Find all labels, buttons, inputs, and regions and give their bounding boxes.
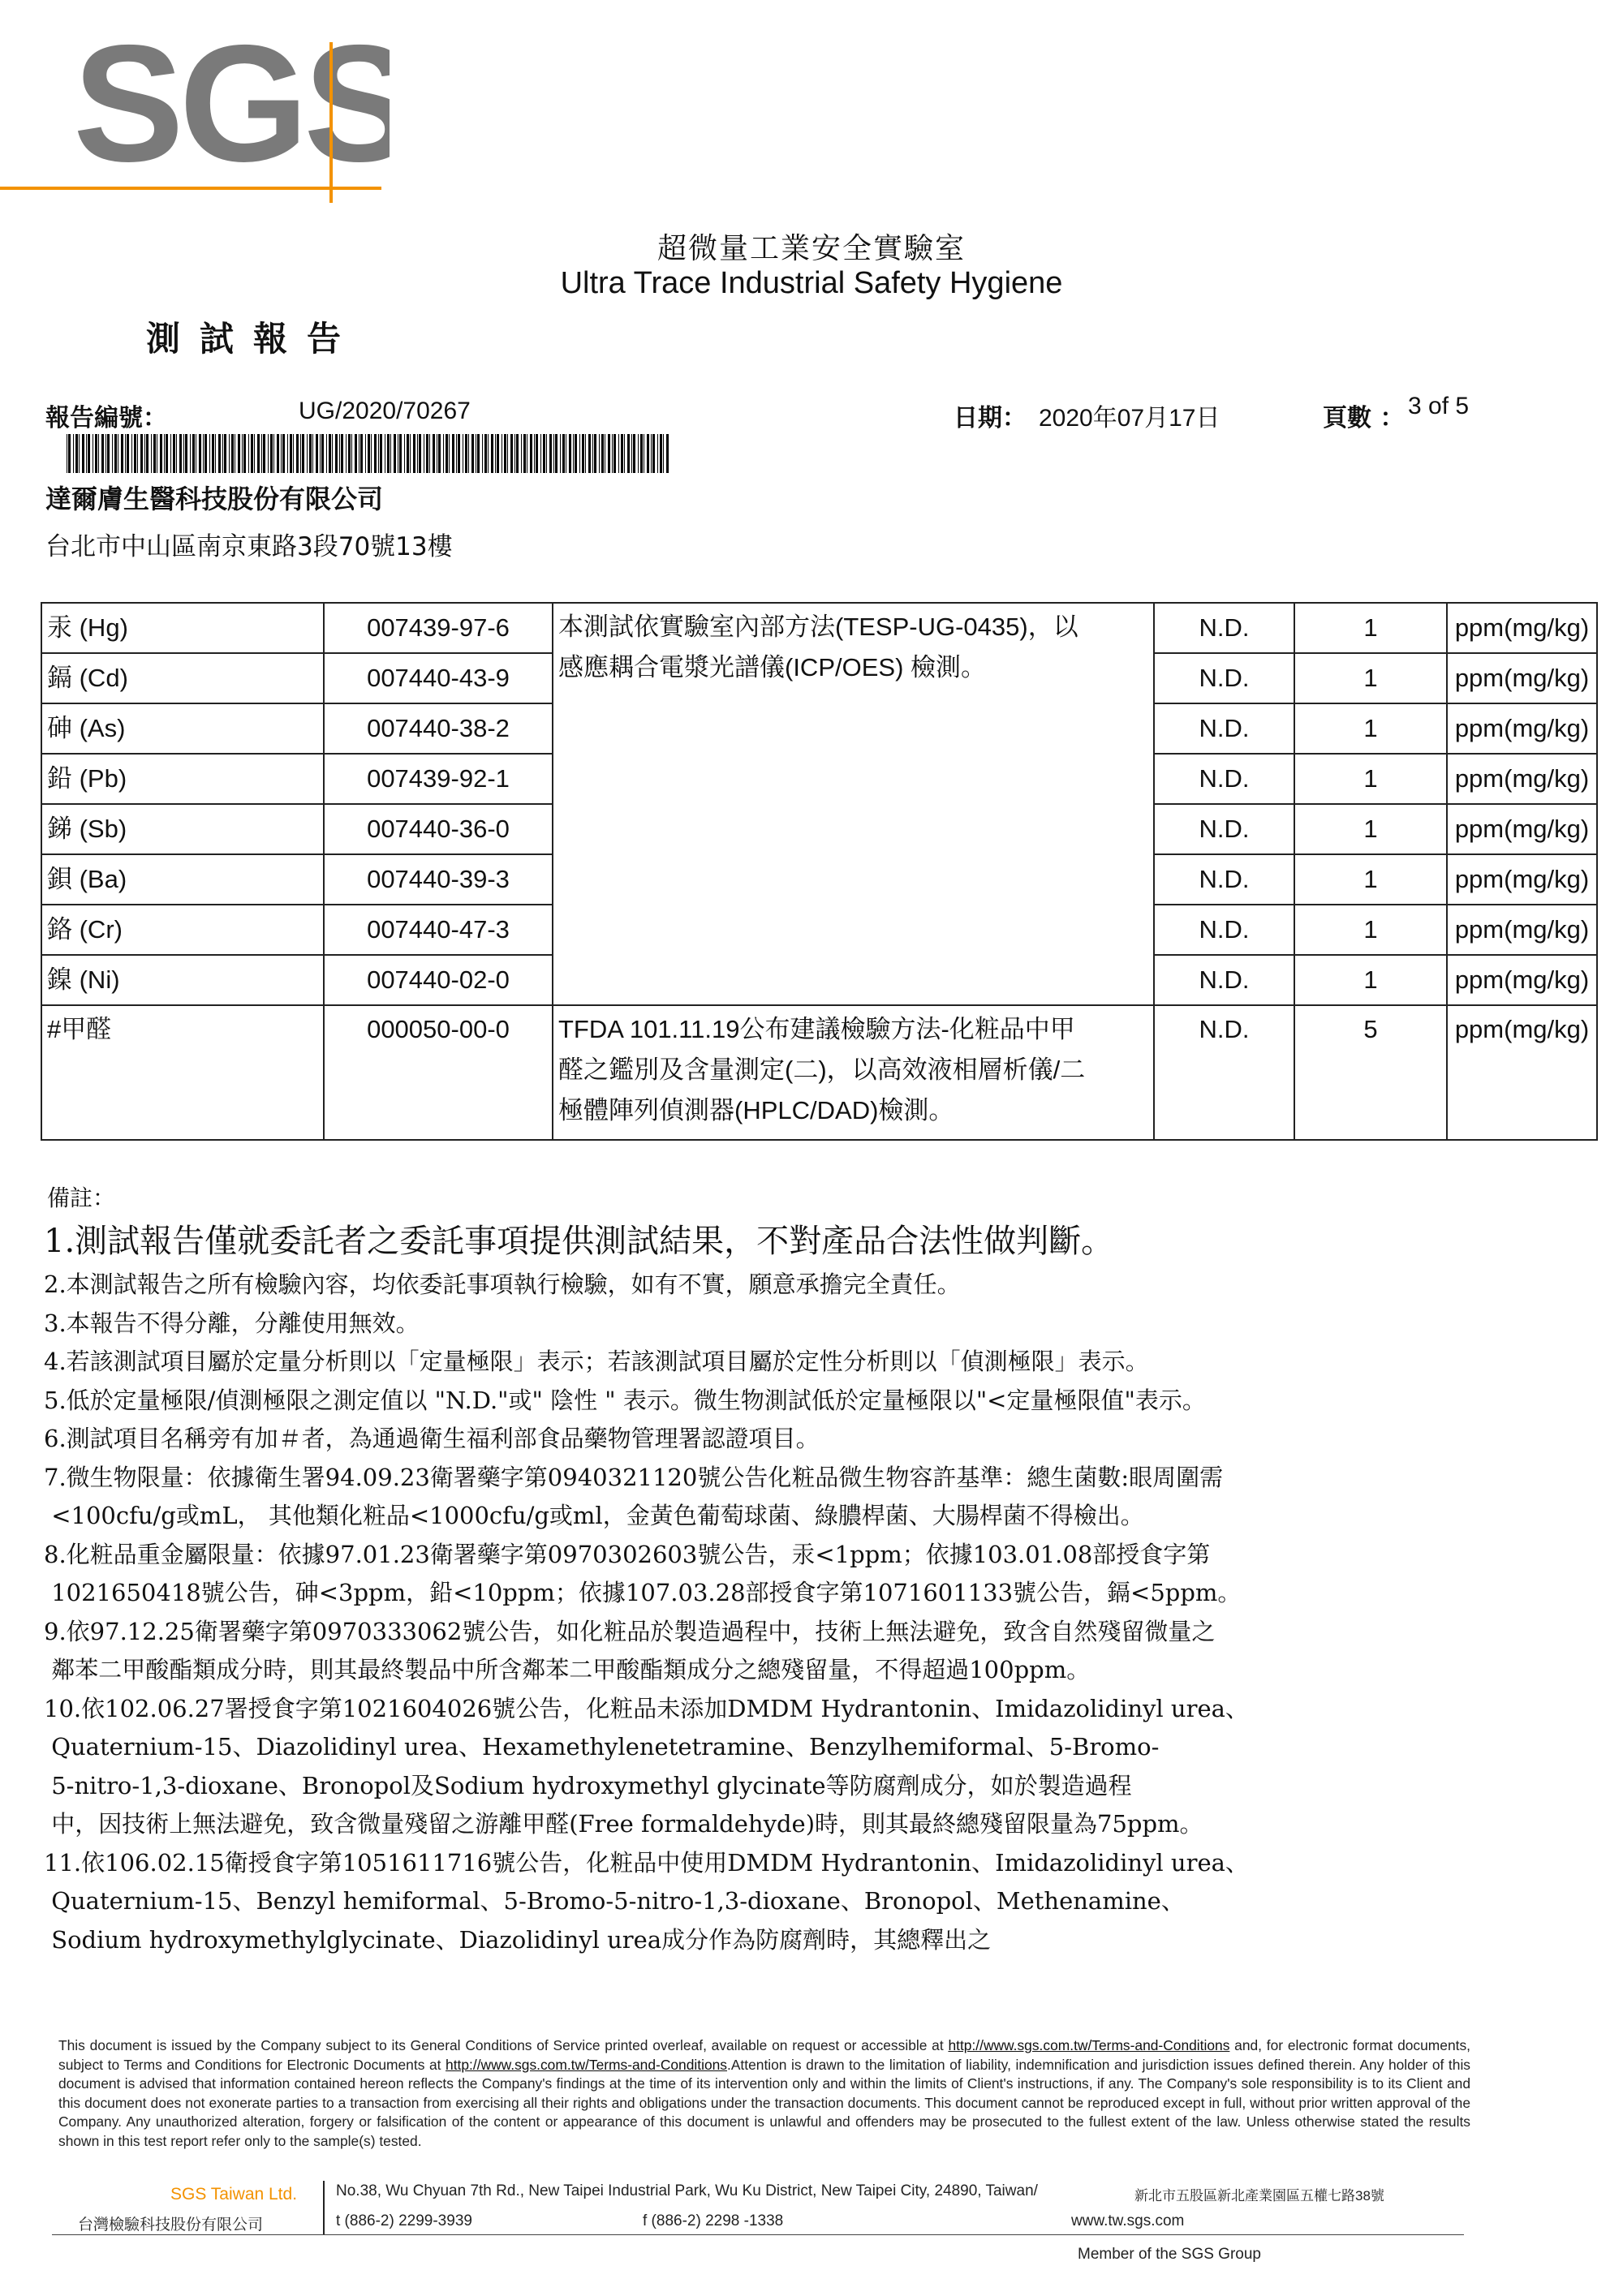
- barcode-bar: [134, 434, 136, 473]
- barcode-bar: [164, 434, 165, 473]
- barcode-bar: [270, 434, 273, 473]
- barcode-bar: [380, 434, 382, 473]
- barcode-bar: [107, 434, 110, 473]
- barcode-bar: [268, 434, 269, 473]
- barcode-bar: [73, 434, 74, 473]
- unit-value: ppm(mg/kg): [1447, 1005, 1597, 1140]
- barcode-bar: [426, 434, 428, 473]
- barcode-bar: [296, 434, 299, 473]
- barcode-bar: [339, 434, 340, 473]
- barcode-bar: [329, 434, 331, 473]
- barcode-bar: [254, 434, 255, 473]
- barcode-bar: [371, 434, 372, 473]
- footer-tel: t (886-2) 2299-3939: [336, 2212, 472, 2229]
- barcode-bar: [348, 434, 351, 473]
- cas-number: 000050-00-0: [324, 1005, 553, 1140]
- result-value: N.D.: [1154, 703, 1294, 754]
- barcode-bar: [176, 434, 177, 473]
- barcode-bar: [125, 434, 126, 473]
- barcode-bar: [307, 434, 308, 473]
- barcode-bar: [504, 434, 506, 473]
- barcode-bar: [523, 434, 526, 473]
- barcode-bar: [555, 434, 558, 473]
- barcode-bar: [151, 434, 152, 473]
- footer-website[interactable]: www.tw.sgs.com: [1071, 2212, 1185, 2229]
- barcode-bar: [112, 434, 113, 473]
- barcode-bar: [131, 434, 132, 473]
- barcode-bar: [540, 434, 541, 473]
- barcode-bar: [569, 434, 571, 473]
- barcode-bar: [429, 434, 430, 473]
- barcode-bar: [601, 434, 604, 473]
- page-label: 頁數 ：: [1323, 404, 1405, 432]
- table-row: [41, 1005, 1597, 1140]
- barcode-bar: [88, 434, 90, 473]
- results-table: [41, 602, 1598, 1141]
- barcode-bar: [293, 434, 294, 473]
- barcode-bar: [585, 434, 586, 473]
- result-value: N.D.: [1154, 905, 1294, 955]
- mdl-value: 1: [1294, 955, 1447, 1005]
- note-line: 5-nitro-1,3-dioxane、Bronopol及Sodium hydroxymethyl glycinate等防腐劑成分，如於製造過程: [44, 1771, 1132, 1799]
- barcode-bar: [588, 434, 591, 473]
- barcode-bar: [302, 434, 304, 473]
- barcode-bar: [612, 434, 613, 473]
- barcode-bar: [365, 434, 366, 473]
- barcode-bar: [560, 434, 561, 473]
- cas-number: 007440-43-9: [324, 653, 553, 703]
- report-title: 測試報告: [146, 319, 361, 359]
- barcode-bar: [627, 434, 630, 473]
- barcode-bar: [242, 434, 243, 473]
- barcode-bar: [471, 434, 474, 473]
- barcode-bar: [399, 434, 402, 473]
- barcode-bar: [251, 434, 253, 473]
- method-line: 極體陣列偵測器(HPLC/DAD)檢測。: [558, 1096, 954, 1124]
- barcode-bar: [477, 434, 480, 473]
- barcode-bar: [594, 434, 596, 473]
- barcode-bar: [651, 434, 652, 473]
- barcode-bar: [546, 434, 547, 473]
- barcode-bar: [316, 434, 318, 473]
- barcode-bar: [543, 434, 545, 473]
- barcode-bar: [495, 434, 496, 473]
- barcode-bar: [192, 434, 195, 473]
- barcode-bar: [153, 434, 156, 473]
- barcode-bar: [484, 434, 487, 473]
- barcode-bar: [638, 434, 639, 473]
- mdl-value: 1: [1294, 653, 1447, 703]
- barcode-bar: [491, 434, 493, 473]
- result-value: N.D.: [1154, 854, 1294, 905]
- barcode-bar: [360, 434, 363, 473]
- note-line: 7.微生物限量：依據衛生署94.09.23衛署藥字第0940321120號公告化粧品微生物容許基準：總生菌數:眼周圍需: [44, 1463, 1224, 1491]
- test-item: 汞 (Hg): [41, 603, 324, 653]
- barcode-bar: [647, 434, 649, 473]
- barcode-bar: [631, 434, 632, 473]
- barcode-bar: [75, 434, 78, 473]
- barcode-bar: [224, 434, 226, 473]
- note-line: 5.低於定量極限/偵測極限之測定值以 "N.D."或" 陰性 " 表示。微生物測試低於定量極限以"<定量極限值"表示。: [44, 1386, 1206, 1414]
- cas-number: 007440-02-0: [324, 955, 553, 1005]
- unit-value: ppm(mg/kg): [1447, 703, 1597, 754]
- barcode-bar: [231, 434, 234, 473]
- barcode-bar: [263, 434, 265, 473]
- footer-divider: [323, 2181, 325, 2234]
- barcode-bar: [332, 434, 333, 473]
- mdl-value: 1: [1294, 754, 1447, 804]
- barcode-bar: [507, 434, 508, 473]
- barcode-bar: [608, 434, 610, 473]
- barcode-bar: [173, 434, 175, 473]
- test-item: 鋇 (Ba): [41, 854, 324, 905]
- barcode: [67, 434, 671, 473]
- barcode-bar: [144, 434, 145, 473]
- unit-value: ppm(mg/kg): [1447, 653, 1597, 703]
- barcode-bar: [516, 434, 519, 473]
- result-value: N.D.: [1154, 955, 1294, 1005]
- barcode-bar: [573, 434, 574, 473]
- barcode-bar: [160, 434, 162, 473]
- client-address: 台北市中山區南京東路3段70號13樓: [45, 532, 453, 561]
- note-line: 1021650418號公告，砷<3ppm，鉛<10ppm；依據107.03.28部授食字第1071601133號公告，鎘<5ppm。: [44, 1579, 1242, 1606]
- barcode-bar: [243, 434, 246, 473]
- footer-member: Member of the SGS Group: [1078, 2246, 1261, 2263]
- mdl-value: 1: [1294, 905, 1447, 955]
- note-line: 2.本測試報告之所有檢驗內容，均依委託事項執行檢驗，如有不實，願意承擔完全責任。: [44, 1271, 961, 1298]
- unit-value: ppm(mg/kg): [1447, 804, 1597, 854]
- barcode-bar: [326, 434, 327, 473]
- cas-number: 007439-92-1: [324, 754, 553, 804]
- unit-value: ppm(mg/kg): [1447, 905, 1597, 955]
- result-value: N.D.: [1154, 603, 1294, 653]
- barcode-bar: [410, 434, 411, 473]
- barcode-bar: [407, 434, 409, 473]
- note-line: 1.測試報告僅就委託者之委託事項提供測試結果，不對產品合法性做判斷。: [44, 1223, 1114, 1260]
- barcode-bar: [346, 434, 347, 473]
- footer-company-en: SGS Taiwan Ltd.: [170, 2185, 298, 2204]
- barcode-bar: [335, 434, 338, 473]
- barcode-bar: [553, 434, 554, 473]
- barcode-bar: [101, 434, 104, 473]
- note-line: 3.本報告不得分離，分離使用無效。: [44, 1309, 420, 1337]
- barcode-bar: [114, 434, 117, 473]
- date-label: 日期：: [954, 404, 1027, 432]
- barcode-bar: [170, 434, 171, 473]
- barcode-bar: [166, 434, 168, 473]
- note-line: Sodium hydroxymethylglycinate、Diazolidinyl urea成分作為防腐劑時，其總釋出之: [44, 1925, 992, 1954]
- barcode-bar: [652, 434, 655, 473]
- test-item: #甲醛: [41, 1005, 324, 1140]
- unit-value: ppm(mg/kg): [1447, 754, 1597, 804]
- barcode-bar: [190, 434, 191, 473]
- notes-list: [44, 1217, 1586, 1959]
- result-value: N.D.: [1154, 653, 1294, 703]
- footer-rule: [52, 2234, 1464, 2235]
- mdl-value: 1: [1294, 703, 1447, 754]
- barcode-bar: [394, 434, 396, 473]
- unit-value: ppm(mg/kg): [1447, 955, 1597, 1005]
- barcode-bar: [660, 434, 662, 473]
- cas-number: 007439-97-6: [324, 603, 553, 653]
- notes-title: 備註：: [47, 1185, 116, 1211]
- barcode-bar: [640, 434, 643, 473]
- barcode-bar: [368, 434, 370, 473]
- barcode-bar: [68, 434, 71, 473]
- barcode-bar: [417, 434, 418, 473]
- footer-address: No.38, Wu Chyuan 7th Rd., New Taipei Industrial Park, Wu Ku District, New Taipei City, 24890, Taiwan/: [336, 2182, 1038, 2199]
- barcode-bar: [321, 434, 324, 473]
- barcode-bar: [621, 434, 623, 473]
- barcode-bar: [215, 434, 216, 473]
- barcode-bar: [82, 434, 84, 473]
- note-line: 鄰苯二甲酸酯類成分時，則其最終製品中所含鄰苯二甲酸酯類成分之總殘留量，不得超過100ppm。: [44, 1656, 1091, 1683]
- barcode-bar: [209, 434, 210, 473]
- mdl-value: 1: [1294, 854, 1447, 905]
- test-item: 鉛 (Pb): [41, 754, 324, 804]
- method-metals: [553, 603, 1154, 1005]
- barcode-bar: [624, 434, 625, 473]
- client-company: 達爾膚生醫科技股份有限公司: [45, 484, 384, 514]
- method-formaldehyde: [553, 1005, 1154, 1140]
- mdl-value: 1: [1294, 804, 1447, 854]
- barcode-bar: [387, 434, 390, 473]
- barcode-bar: [222, 434, 223, 473]
- barcode-bar: [229, 434, 230, 473]
- barcode-bar: [562, 434, 565, 473]
- note-line: Quaternium-15、Benzyl hemiformal、5-Bromo-5-nitro-1,3-dioxane、Bronopol、Methenamine、: [44, 1887, 1185, 1915]
- barcode-bar: [488, 434, 489, 473]
- barcode-bar: [79, 434, 80, 473]
- barcode-bar: [355, 434, 357, 473]
- barcode-bar: [657, 434, 658, 473]
- note-line: 6.測試項目名稱旁有加＃者，為通過衛生福利部食品藥物管理署認證項目。: [44, 1425, 820, 1452]
- barcode-bar: [378, 434, 379, 473]
- method-line: 感應耦合電漿光譜儀(ICP/OES) 檢測。: [558, 653, 987, 681]
- barcode-bar: [449, 434, 450, 473]
- footer-fax: f (886-2) 2298 -1338: [643, 2212, 784, 2229]
- footer-company-cn: 台灣檢驗科技股份有限公司: [78, 2216, 264, 2234]
- barcode-bar: [549, 434, 552, 473]
- terms-link-1[interactable]: http://www.sgs.com.tw/Terms-and-Conditions: [948, 2037, 1230, 2053]
- note-line: 9.依97.12.25衛署藥字第0970333062號公告，如化粧品於製造過程中，技術上無法避免，致含自然殘留微量之: [44, 1617, 1216, 1645]
- barcode-bar: [452, 434, 454, 473]
- barcode-bar: [579, 434, 580, 473]
- barcode-bar: [218, 434, 221, 473]
- barcode-bar: [95, 434, 97, 473]
- barcode-bar: [351, 434, 352, 473]
- barcode-bar: [510, 434, 513, 473]
- barcode-bar: [212, 434, 214, 473]
- unit-value: ppm(mg/kg): [1447, 603, 1597, 653]
- barcode-bar: [443, 434, 444, 473]
- report-number: UG/2020/70267: [299, 398, 471, 424]
- barcode-bar: [458, 434, 460, 473]
- report-date: 2020年07月17日: [1039, 405, 1220, 432]
- barcode-bar: [204, 434, 207, 473]
- barcode-bar: [613, 434, 616, 473]
- barcode-bar: [575, 434, 577, 473]
- barcode-bar: [536, 434, 538, 473]
- barcode-bar: [281, 434, 282, 473]
- note-line: Quaternium-15、Diazolidinyl urea、Hexamethylenetetramine、Benzylhemiformal、5-Bromo-: [44, 1733, 1160, 1761]
- barcode-bar: [183, 434, 184, 473]
- note-line: <100cfu/g或mL， 其他類化粧品<1000cfu/g或ml，金黃色葡萄球菌、綠膿桿菌、大腸桿菌不得檢出。: [44, 1502, 1144, 1529]
- table-row: [41, 603, 1597, 653]
- barcode-bar: [390, 434, 391, 473]
- sgs-logo: [0, 0, 390, 203]
- barcode-bar: [121, 434, 123, 473]
- method-line: 本測試依實驗室內部方法(TESP-UG-0435)，以: [558, 613, 1078, 641]
- barcode-bar: [446, 434, 448, 473]
- mdl-value: 5: [1294, 1005, 1447, 1140]
- note-line: 10.依102.06.27署授食字第1021604026號公告，化粧品未添加DMDM Hydrantonin、Imidazolidinyl urea、: [44, 1694, 1249, 1722]
- note-line: 4.若該測試項目屬於定量分析則以「定量極限」表示；若該測試項目屬於定性分析則以「偵測極限」表示。: [44, 1348, 1149, 1375]
- lab-name-en: Ultra Trace Industrial Safety Hygiene: [560, 266, 1063, 300]
- barcode-bar: [666, 434, 669, 473]
- barcode-bar: [277, 434, 279, 473]
- test-item: 鉻 (Cr): [41, 905, 324, 955]
- barcode-bar: [98, 434, 99, 473]
- barcode-bar: [599, 434, 600, 473]
- test-item: 鎘 (Cd): [41, 653, 324, 703]
- barcode-bar: [374, 434, 377, 473]
- barcode-bar: [199, 434, 201, 473]
- barcode-bar: [287, 434, 288, 473]
- barcode-bar: [530, 434, 532, 473]
- barcode-bar: [497, 434, 499, 473]
- barcode-bar: [179, 434, 182, 473]
- barcode-bar: [290, 434, 292, 473]
- mdl-value: 1: [1294, 603, 1447, 653]
- barcode-bar: [248, 434, 249, 473]
- barcode-bar: [618, 434, 619, 473]
- barcode-bar: [438, 434, 441, 473]
- barcode-bar: [273, 434, 274, 473]
- barcode-bar: [482, 434, 483, 473]
- lab-name-cn: 超微量工業安全實驗室: [657, 232, 966, 265]
- barcode-bar: [238, 434, 240, 473]
- cas-number: 007440-38-2: [324, 703, 553, 754]
- test-item: 鎳 (Ni): [41, 955, 324, 1005]
- method-line: 醛之鑑別及含量測定(二)，以高效液相層析儀/二: [558, 1056, 1086, 1084]
- barcode-bar: [312, 434, 313, 473]
- unit-value: ppm(mg/kg): [1447, 854, 1597, 905]
- barcode-bar: [341, 434, 343, 473]
- barcode-bar: [404, 434, 405, 473]
- barcode-bar: [419, 434, 421, 473]
- barcode-bar: [465, 434, 467, 473]
- barcode-bar: [521, 434, 522, 473]
- page-number: 3 of 5: [1408, 393, 1470, 419]
- footer-address-cn: 新北市五股區新北產業園區五權七路38號: [1134, 2188, 1384, 2204]
- cas-number: 007440-39-3: [324, 854, 553, 905]
- barcode-bar: [300, 434, 301, 473]
- barcode-bar: [514, 434, 515, 473]
- cas-number: 007440-36-0: [324, 804, 553, 854]
- barcode-bar: [140, 434, 143, 473]
- barcode-bar: [320, 434, 321, 473]
- note-line: 11.依106.02.15衛授食字第1051611716號公告，化粧品中使用DMDM Hydrantonin、Imidazolidinyl urea、: [44, 1848, 1249, 1877]
- barcode-bar: [127, 434, 129, 473]
- note-line: 8.化粧品重金屬限量：依據97.01.23衛署藥字第0970302603號公告，汞<1ppm；依據103.01.08部授食字第: [44, 1540, 1211, 1568]
- barcode-bar: [257, 434, 260, 473]
- sgs-logo-graphic: [0, 0, 390, 203]
- barcode-bar: [468, 434, 469, 473]
- barcode-bar: [146, 434, 149, 473]
- barcode-bar: [203, 434, 204, 473]
- result-value: N.D.: [1154, 754, 1294, 804]
- test-item: 砷 (As): [41, 703, 324, 754]
- barcode-bar: [282, 434, 285, 473]
- barcode-bar: [261, 434, 262, 473]
- barcode-bar: [86, 434, 87, 473]
- barcode-bar: [456, 434, 457, 473]
- barcode-bar: [137, 434, 138, 473]
- barcode-bar: [433, 434, 435, 473]
- barcode-bar: [105, 434, 106, 473]
- result-value: N.D.: [1154, 1005, 1294, 1140]
- barcode-bar: [582, 434, 584, 473]
- legal-disclaimer: This document is issued by the Company subject to its General Conditions of Service printed overleaf, available on request or accessible at http://www.sgs.com.tw/Terms-and-Conditions and, for electronic format documents, subject to Terms and Conditions for Electronic Documents at http://www.sgs.com.tw/Terms-and-Conditions.Attention is drawn to the limitation of liability, indemnification and jurisdiction issues defined therein. Any holder of this document is advised that information contained hereon reflects the Company's findings at the time of its intervention only and within the limits of Client's instructions, if any. The Company's sole responsibility is to its Client and this document does not exonerate parties to a transaction from exercising all their rights and obligations under the transaction documents. This document cannot be reproduced except in full, without prior written approval of the Company. Any unauthorized alteration, forgery or falsification of the content or appearance of this document is unlawful and offenders may be prosecuted to the fullest extent of the law. Unless otherwise stated the results shown in this test report refer only to the sample(s) tested.: [58, 2037, 1470, 2149]
- barcode-bar: [633, 434, 635, 473]
- barcode-bar: [309, 434, 312, 473]
- test-item: 銻 (Sb): [41, 804, 324, 854]
- barcode-bar: [592, 434, 593, 473]
- result-value: N.D.: [1154, 804, 1294, 854]
- cas-number: 007440-47-3: [324, 905, 553, 955]
- barcode-bar: [185, 434, 187, 473]
- barcode-bar: [534, 434, 535, 473]
- barcode-bar: [413, 434, 415, 473]
- terms-link-2[interactable]: http://www.sgs.com.tw/Terms-and-Conditions: [446, 2056, 727, 2073]
- method-line: TFDA 101.11.19公布建議檢驗方法-化粧品中甲: [558, 1015, 1075, 1043]
- note-line: 中，因技術上無法避免，致含微量殘留之游離甲醛(Free formaldehyde)時，則其最終總殘留限量為75ppm。: [44, 1810, 1203, 1838]
- barcode-bar: [663, 434, 664, 473]
- sgs-logo-text: SGS: [73, 11, 390, 196]
- report-number-label: 報告編號：: [45, 404, 167, 432]
